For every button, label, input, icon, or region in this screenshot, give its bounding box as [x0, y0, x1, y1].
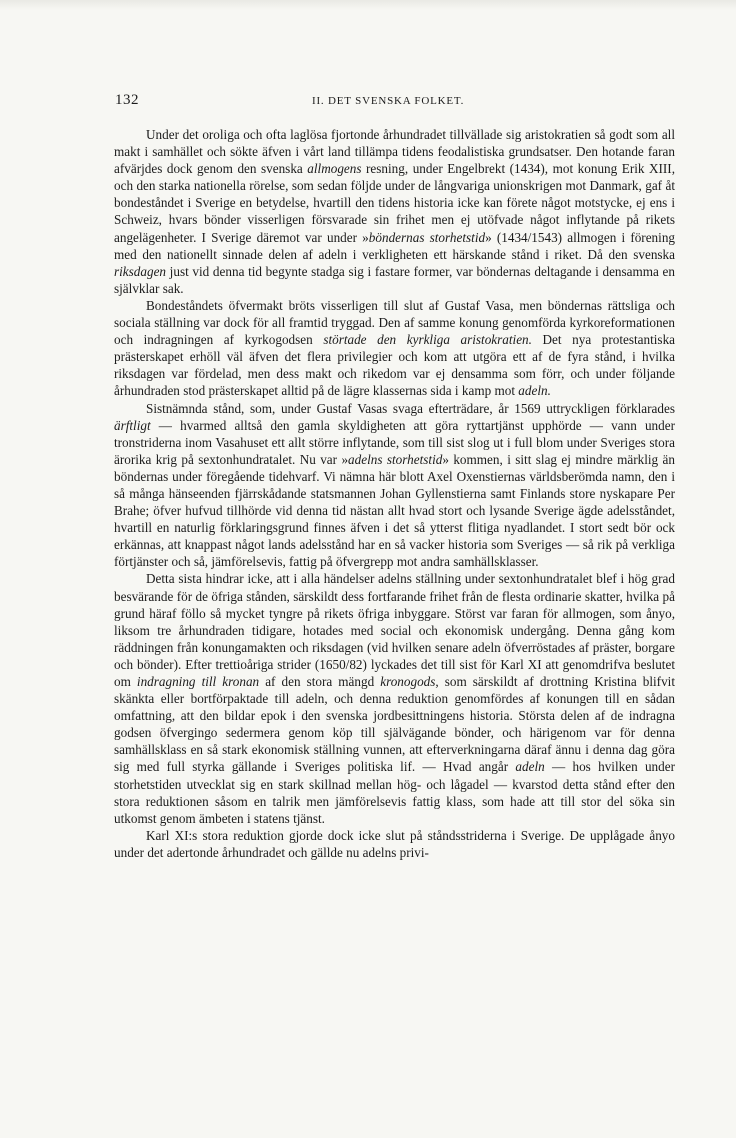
text-run: Det nya protestantiska prästerskapet erhöll väl äfven det flera privilegier och kom att utgöra ett af de fyra stånd, i hvilka riksdagen var fördelad, men dess makt och rikedom var ej densamma som förr, och under följande århundraden stod prästerskapet alltid på de lägre klassernas sida i kamp mot: [114, 332, 676, 399]
text-run: Bondeståndets öfvermakt bröts visserligen till slut af Gustaf Vasa, men böndernas rättsliga och sociala ställning var dock för all framtid tryggad. Den af samme konung genomförda kyrkoreformationen och indragningen af kyrkogodsen: [114, 297, 675, 348]
running-title: II. DET SVENSKA FOLKET.: [312, 95, 465, 107]
paragraph: [114, 827, 675, 861]
paragraph: [114, 570, 675, 826]
text-run: af den stora mängd: [259, 674, 381, 689]
italic-phrase: böndernas storhetstid: [368, 229, 486, 245]
text-run: — hos hvilken under storhetstiden utvecklat sig en stark skillnad mellan hög- och lågadel — kvarstod detta stånd efter den stora reduktionen såsom en talrik men jämförelsevis fattig klass, som hade att till stor del söka sin utkomst genom ämbeten i statens tjänst.: [114, 759, 675, 826]
page-header: [115, 92, 675, 110]
italic-phrase: kronogods: [380, 674, 436, 689]
italic-phrase: adeln.: [518, 383, 551, 399]
text-run: Karl XI:s stora reduktion gjorde dock icke slut på ståndsstriderna i Sverige. De upplågade ånyo under det adertonde århundradet och gällde nu adelns privi-: [114, 827, 675, 860]
italic-phrase: ärftligt: [114, 417, 151, 433]
page-number: 132: [115, 92, 139, 108]
text-run: , som särskildt af drottning Kristina blifvit skänkta eller bortförpaktade till adeln, och denna reduktion genomfördes af konungen till en sådan omfattning, att den bildar epok i den svenska jordbesittningens historia. Största delen af de indragna godsen öfvergingo sedermera genom köp till självägande bönder, och härigenom var för denna samhällsklass en så stark ekonomisk ställning vunnen, att efterverkningarna däraf ännu i denna dag göra sig med full styrka gällande i Sveriges politiska lif. — Hvad angår: [114, 674, 675, 775]
italic-phrase: riksdagen: [114, 263, 167, 279]
paragraph: [114, 297, 675, 400]
text-run: Sistnämnda stånd, som, under Gustaf Vasas svaga efterträdare, år 1569 uttryckligen förklarades: [146, 400, 675, 416]
italic-phrase: indragning till kronan: [136, 674, 260, 689]
text-run: — hvarmed alltså den gamla skyldigheten att göra ryttartjänst upphörde — vann under tronstriderna inom Vasahuset ett allt större inflytande, som till sist slog ut i full blom under Sveriges stora ärorika krig på sextonhundratalet. Nu var »: [114, 417, 675, 467]
italic-phrase: allmogens: [307, 161, 362, 177]
scan-edge: [0, 0, 736, 10]
body-text: [114, 126, 675, 861]
paragraph: [114, 400, 675, 571]
italic-phrase: adelns storhetstid: [348, 451, 443, 467]
text-run: Detta sista hindrar icke, att i alla händelser adelns ställning under sextonhundratalet blef i hög grad besvärande för de öfriga stånden, särskildt dess fortfarande frihet från de flesta ordinarie skatter, hvilka på grund häraf föllo så mycket tyngre på rikets öfriga inbyggare. Störst var faran för allmogen, som ånyo, liksom tre århundraden tidigare, hotades med social och ekonomisk undergång. Denna gång kom räddningen från konungamakten och riksdagen (vid hvilken senare adeln öfverröstades af präster, borgare och bönder). Efter trettioåriga strider (1650/82) lyckades det till sist för Karl XI att genomdrifva beslutet om: [114, 571, 675, 689]
paragraph: [114, 126, 675, 297]
italic-phrase: adeln: [515, 759, 545, 775]
text-run: » kommen, i sitt slag ej mindre märklig än böndernas under föregående tidehvarf. Vi nämna här blott Axel Oxenstiernas världsberömda namn, den i så många hänseenden fjärrskådande statsmannen Johan Gyllenstierna samt Finlands store nyskapare Per Brahe; öfver hufvud tillhörde vid denna tid nästan allt hvad stort och lysande Sverige ägde adelsståndet, hvartill en naturlig förklaringsgrund finnes äfven i det så ytterst flitiga nyadlandet. I stort sedt bör ock erkännas, att knappast något lands adelsstånd har en så vacker historia som Sveriges — så rik på verkliga förtjänster och så, jämförelsevis, fattig på öfvergrepp mot andra samhällsklasser.: [114, 451, 675, 570]
text-run: Under det oroliga och ofta laglösa fjortonde århundradet tillvällade sig aristokratien så godt som all makt i samhället och sökte äfven i vårt land tillämpa tidens feodalistiska grundsatser. Den hotande faran afvärjdes dock genom den svenska: [114, 127, 675, 177]
text-run: resning, under Engelbrekt (1434), mot konung Erik XIII, och den starka nationella rörelse, som sedan följde under de långvariga unionskrigen mot Danmark, gaf åt bondeståndet i Sverige en betydelse, hvartill den tidens historia icke kan förete något motstycke, ej ens i Schweiz, hvars bönder visserligen försvarade sin frihet men ej utöfvade något inflytande på rikets angelägenheter. I Sverige däremot var under »: [114, 161, 675, 245]
italic-phrase: störtade den kyrkliga aristokratien.: [323, 332, 532, 348]
text-run: » (1434/1543) allmogen i förening med den nationellt sinnade delen af adeln i verkligheten ett härskande stånd i riket. Då den svenska: [114, 229, 676, 262]
text-run: just vid denna tid begynte stadga sig i fastare former, var böndernas deltagande i densamma en självklar sak.: [114, 263, 675, 296]
